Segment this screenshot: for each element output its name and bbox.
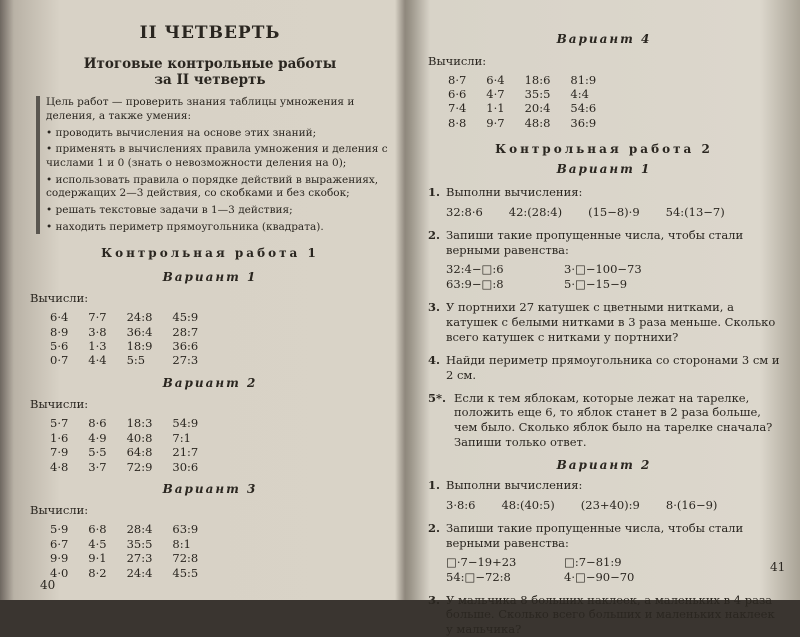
cell: 4·8 <box>50 460 88 474</box>
cell: 5·7 <box>50 416 88 430</box>
equation: 63:9−□:8 <box>446 277 564 292</box>
cell: 20:4 <box>525 101 571 115</box>
table-row <box>50 325 218 339</box>
cell: 36:6 <box>172 339 218 353</box>
expression: 54:(13−7) <box>666 205 725 220</box>
variant3-title: Вариант 3 <box>30 482 390 498</box>
cell: 3·7 <box>88 460 126 474</box>
w2v2-task1-expressions <box>446 498 780 513</box>
variant1-table <box>50 310 218 368</box>
table-row <box>448 73 616 87</box>
task-number: 5*. <box>428 391 454 451</box>
cell: 8·7 <box>448 73 486 87</box>
cell: 6·7 <box>50 537 88 551</box>
equation: 3·□−100−73 <box>564 262 682 277</box>
cell: 4·0 <box>50 566 88 580</box>
cell: 6·4 <box>486 73 524 87</box>
table-row <box>50 416 218 430</box>
w2v1-task2-equations <box>446 262 780 292</box>
goal-item: • использовать правила о порядке действий в выражениях, содержащих 2—3 действия, со скобками и без скобок; <box>46 174 390 201</box>
work2-title: Контрольная работа 2 <box>428 142 780 158</box>
task-number: 1. <box>428 478 446 493</box>
cell: 24:4 <box>127 566 173 580</box>
work1-title: Контрольная работа 1 <box>30 246 390 262</box>
variant2-title: Вариант 2 <box>30 376 390 392</box>
goals-box <box>36 96 390 234</box>
w2v2-task2-equations <box>446 555 780 585</box>
cell: 72:9 <box>127 460 173 474</box>
cell: 7:1 <box>172 431 218 445</box>
cell: 8:1 <box>172 537 218 551</box>
w2v1-task3 <box>428 300 780 345</box>
cell: 4·9 <box>88 431 126 445</box>
w2v2-task3 <box>428 593 780 637</box>
task-text: У портнихи 27 катушек с цветными нитками, а катушек с белыми нитками в 3 раза меньше. Сколько всего катушек с нитками у портнихи? <box>446 300 780 345</box>
cell: 45:5 <box>172 566 218 580</box>
table-row <box>50 431 218 445</box>
goal-item: • решать текстовые задачи в 1—3 действия; <box>46 204 390 218</box>
task-text: Выполни вычисления: <box>446 478 780 493</box>
cell: 6·4 <box>50 310 88 324</box>
table-row <box>50 353 218 367</box>
task-text: Если к тем яблокам, которые лежат на тарелке, положить еще 6, то яблок станет в 2 раза больше, чем было. Сколько яблок было на тарелке сначала? Запиши только ответ. <box>454 391 780 451</box>
quarter-heading: II ЧЕТВЕРТЬ <box>30 22 390 44</box>
table-row <box>448 87 616 101</box>
final-title-line2: за II четверть <box>30 72 390 88</box>
table-row <box>50 445 218 459</box>
w2v1-task2 <box>428 228 780 258</box>
variant4-title: Вариант 4 <box>428 32 780 48</box>
cell: 8·8 <box>448 116 486 130</box>
final-title-line1: Итоговые контрольные работы <box>30 56 390 72</box>
cell: 64:8 <box>127 445 173 459</box>
cell: 5·9 <box>50 522 88 536</box>
expression: (23+40):9 <box>581 498 640 513</box>
cell: 35:5 <box>525 87 571 101</box>
cell: 4·5 <box>88 537 126 551</box>
cell: 9·9 <box>50 551 88 565</box>
expression: 32:8·6 <box>446 205 483 220</box>
cell: 1·1 <box>486 101 524 115</box>
equation: 32:4−□:6 <box>446 262 564 277</box>
task-text: У мальчика 8 больших наклеек, а маленьких в 4 раза больше. Сколько всего больших и маленьких наклеек у мальчика? <box>446 593 780 637</box>
task-text: Найди периметр прямоугольника со сторонами 3 см и 2 см. <box>446 353 780 383</box>
task-number: 3. <box>428 593 446 637</box>
cell: 6·8 <box>88 522 126 536</box>
task-text: Выполни вычисления: <box>446 185 780 200</box>
w2v2-task2 <box>428 521 780 551</box>
cell: 63:9 <box>172 522 218 536</box>
variant4-label: Вычисли: <box>428 54 780 69</box>
cell: 81:9 <box>570 73 616 87</box>
cell: 36:9 <box>570 116 616 130</box>
variant3-table <box>50 522 218 580</box>
cell: 72:8 <box>172 551 218 565</box>
table-row <box>50 460 218 474</box>
cell: 54:9 <box>172 416 218 430</box>
cell: 18:3 <box>127 416 173 430</box>
cell: 5:5 <box>127 353 173 367</box>
task-number: 2. <box>428 228 446 258</box>
cell: 36:4 <box>127 325 173 339</box>
variant2-label: Вычисли: <box>30 397 390 412</box>
expression: 8·(16−9) <box>666 498 718 513</box>
expression: 42:(28:4) <box>509 205 562 220</box>
cell: 4·4 <box>88 353 126 367</box>
w2v1-task5 <box>428 391 780 451</box>
table-row <box>448 116 616 130</box>
cell: 1·3 <box>88 339 126 353</box>
table-row <box>50 566 218 580</box>
cell: 7·4 <box>448 101 486 115</box>
table-row <box>448 101 616 115</box>
cell: 24:8 <box>127 310 173 324</box>
cell: 30:6 <box>172 460 218 474</box>
cell: 4·7 <box>486 87 524 101</box>
goal-item: • находить периметр прямоугольника (квадрата). <box>46 221 390 235</box>
w2v2-task1 <box>428 478 780 493</box>
w2v2-title: Вариант 2 <box>428 458 780 474</box>
cell: 3·8 <box>88 325 126 339</box>
cell: 6·6 <box>448 87 486 101</box>
variant1-label: Вычисли: <box>30 291 390 306</box>
equation: 5·□−15−9 <box>564 277 682 292</box>
cell: 40:8 <box>127 431 173 445</box>
cell: 7·9 <box>50 445 88 459</box>
expression: 48:(40:5) <box>501 498 554 513</box>
cell: 18:9 <box>127 339 173 353</box>
table-row <box>50 551 218 565</box>
cell: 5·6 <box>50 339 88 353</box>
cell: 35:5 <box>127 537 173 551</box>
cell: 8·6 <box>88 416 126 430</box>
cell: 7·7 <box>88 310 126 324</box>
variant1-title: Вариант 1 <box>30 270 390 286</box>
equation: □·7−19+23 <box>446 555 564 570</box>
cell: 9·1 <box>88 551 126 565</box>
right-page <box>428 0 780 600</box>
expression: (15−8)·9 <box>588 205 640 220</box>
task-number: 3. <box>428 300 446 345</box>
equation: 54:□−72:8 <box>446 570 564 585</box>
cell: 0·7 <box>50 353 88 367</box>
task-text: Запиши такие пропущенные числа, чтобы стали верными равенства: <box>446 228 780 258</box>
cell: 45:9 <box>172 310 218 324</box>
cell: 8·9 <box>50 325 88 339</box>
cell: 1·6 <box>50 431 88 445</box>
cell: 9·7 <box>486 116 524 130</box>
variant3-label: Вычисли: <box>30 503 390 518</box>
page-number-left: 40 <box>40 578 55 592</box>
left-page <box>30 0 390 600</box>
w2v1-task4 <box>428 353 780 383</box>
cell: 8·2 <box>88 566 126 580</box>
goal-item: • применять в вычислениях правила умножения и деления с числами 1 и 0 (знать о невозможности деления на 0); <box>46 143 390 170</box>
final-works-title <box>30 56 390 88</box>
equation: □:7−81:9 <box>564 555 682 570</box>
page-number-right: 41 <box>770 560 785 574</box>
cell: 54:6 <box>570 101 616 115</box>
cell: 28:7 <box>172 325 218 339</box>
table-row <box>50 537 218 551</box>
goal-item: • проводить вычисления на основе этих знаний; <box>46 127 390 141</box>
table-row <box>50 522 218 536</box>
goal-intro: Цель работ — проверить знания таблицы умножения и деления, а также умения: <box>46 96 390 123</box>
cell: 21:7 <box>172 445 218 459</box>
w2v1-title: Вариант 1 <box>428 162 780 178</box>
table-row <box>50 339 218 353</box>
task-number: 1. <box>428 185 446 200</box>
variant2-table <box>50 416 218 474</box>
task-text: Запиши такие пропущенные числа, чтобы стали верными равенства: <box>446 521 780 551</box>
expression: 3·8:6 <box>446 498 475 513</box>
equation: 4·□−90−70 <box>564 570 682 585</box>
cell: 27:3 <box>172 353 218 367</box>
cell: 4:4 <box>570 87 616 101</box>
cell: 28:4 <box>127 522 173 536</box>
w2v1-task1-expressions <box>446 205 780 220</box>
task-number: 2. <box>428 521 446 551</box>
table-row <box>50 310 218 324</box>
cell: 5·5 <box>88 445 126 459</box>
cell: 48:8 <box>525 116 571 130</box>
task-number: 4. <box>428 353 446 383</box>
variant4-table <box>448 73 616 131</box>
cell: 27:3 <box>127 551 173 565</box>
w2v1-task1 <box>428 185 780 200</box>
cell: 18:6 <box>525 73 571 87</box>
